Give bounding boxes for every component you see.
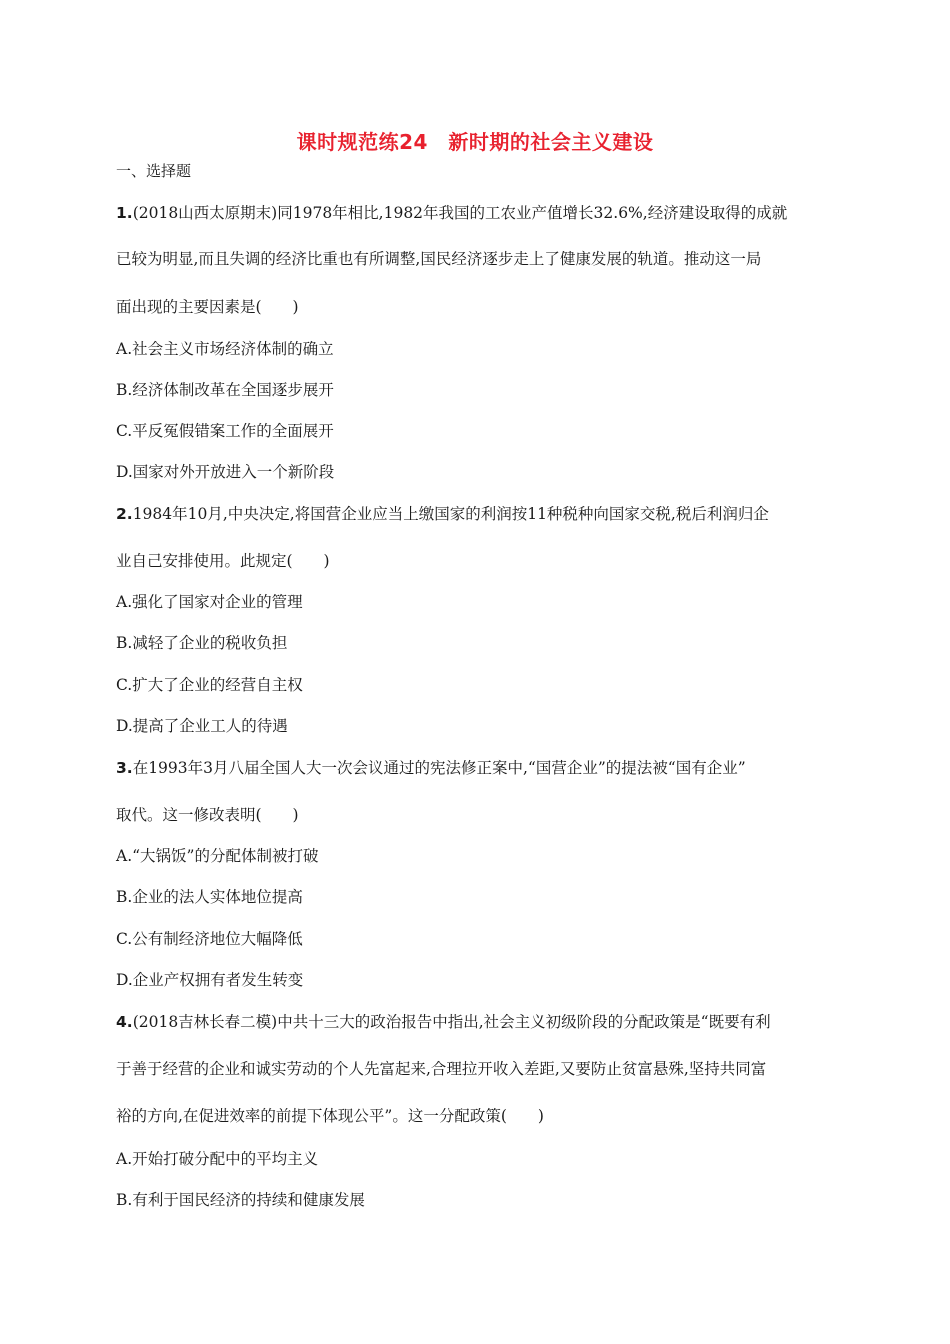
question-1-option-b: B.经济体制改革在全国逐步展开 [116, 381, 334, 399]
question-3-line-1 [116, 757, 746, 779]
question-3-option-a: A.“大锅饭”的分配体制被打破 [116, 847, 319, 865]
question-4-line-2: 于善于经营的企业和诚实劳动的个人先富起来,合理拉开收入差距,又要防止贫富悬殊,坚持共同富 [116, 1060, 767, 1078]
question-4-line-3: 裕的方向,在促进效率的前提下体现公平”。这一分配政策( ) [116, 1107, 544, 1125]
question-number: 2. [116, 505, 133, 523]
page-title: 课时规范练24 新时期的社会主义建设 [296, 130, 654, 154]
question-1-option-a: A.社会主义市场经济体制的确立 [116, 340, 334, 358]
question-4-option-a: A.开始打破分配中的平均主义 [116, 1150, 319, 1168]
question-4-option-b: B.有利于国民经济的持续和健康发展 [116, 1191, 365, 1209]
question-text: (2018吉林长春二模)中共十三大的政治报告中指出,社会主义初级阶段的分配政策是“既要有利 [132, 1013, 771, 1031]
question-2-line-1 [116, 503, 769, 525]
question-1-option-c: C.平反冤假错案工作的全面展开 [116, 422, 334, 440]
question-text: (2018山西太原期末)同1978年相比,1982年我国的工农业产值增长32.6%,经济建设取得的成就 [132, 204, 788, 222]
question-text: 在1993年3月八届全国人大一次会议通过的宪法修正案中,“国营企业”的提法被“国有企业” [132, 759, 746, 777]
question-1-line-1 [116, 202, 787, 224]
question-1-option-d: D.国家对外开放进入一个新阶段 [116, 463, 335, 481]
question-number: 3. [116, 759, 133, 777]
question-4-line-1 [116, 1011, 771, 1033]
question-text: 1984年10月,中央决定,将国营企业应当上缴国家的利润按11种税种向国家交税,税后利润归企 [132, 505, 769, 523]
question-1-line-3: 面出现的主要因素是( ) [116, 298, 299, 316]
question-2-option-c: C.扩大了企业的经营自主权 [116, 676, 303, 694]
question-number: 4. [116, 1013, 133, 1031]
question-2-option-a: A.强化了国家对企业的管理 [116, 593, 303, 611]
question-3-option-b: B.企业的法人实体地位提高 [116, 888, 303, 906]
question-3-line-2: 取代。这一修改表明( ) [116, 806, 299, 824]
question-2-option-b: B.减轻了企业的税收负担 [116, 634, 288, 652]
question-number: 1. [116, 204, 133, 222]
question-2-option-d: D.提高了企业工人的待遇 [116, 717, 288, 735]
question-1-line-2: 已较为明显,而且失调的经济比重也有所调整,国民经济逐步走上了健康发展的轨道。推动这一局 [116, 250, 762, 268]
question-2-line-2: 业自己安排使用。此规定( ) [116, 552, 330, 570]
question-3-option-d: D.企业产权拥有者发生转变 [116, 971, 304, 989]
question-3-option-c: C.公有制经济地位大幅降低 [116, 930, 303, 948]
section-heading: 一、选择题 [116, 162, 192, 180]
